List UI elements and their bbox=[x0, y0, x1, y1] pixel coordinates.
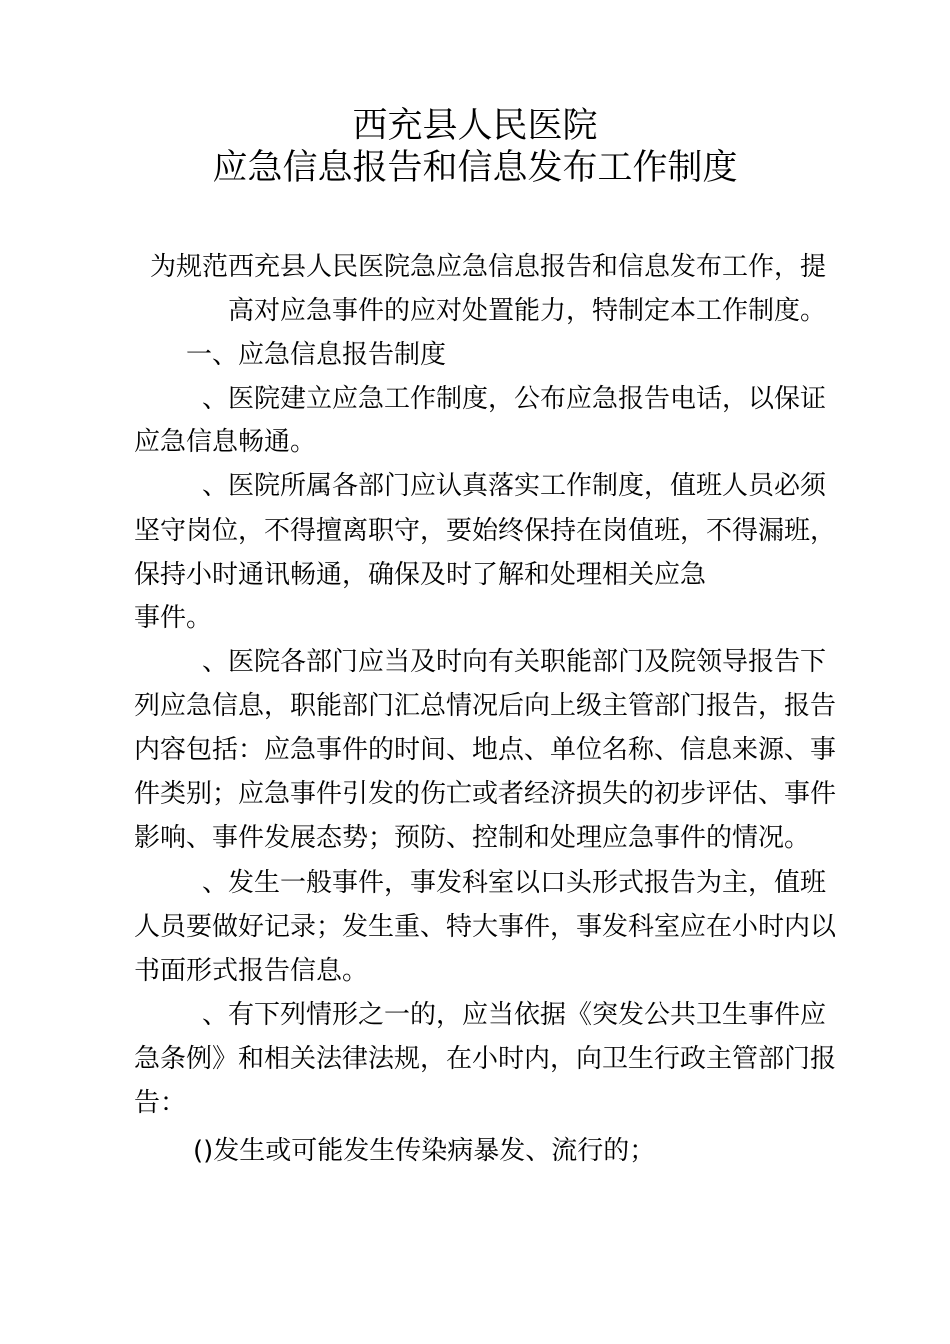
document-title-hospital: 西充县人民医院 bbox=[352, 106, 598, 146]
sub-item-line: ()发生或可能发生传染病暴发、流行的； bbox=[193, 1136, 656, 1166]
section-heading: 一、应急信息报告制度 bbox=[186, 340, 447, 370]
paragraph-line: 影响、事件发展态势；预防、控制和处理应急事件的情况。 bbox=[134, 823, 811, 853]
paragraph-line: 、医院所属各部门应认真落实工作制度，值班人员必须 bbox=[202, 471, 827, 501]
paragraph-line: 保持小时通讯畅通，确保及时了解和处理相关应急 bbox=[134, 560, 707, 590]
paragraph-line: 坚守岗位，不得擅离职守，要始终保持在岗值班，不得漏班， bbox=[134, 516, 837, 546]
paragraph-line: 告： bbox=[134, 1088, 187, 1118]
paragraph-line: 内容包括：应急事件的时间、地点、单位名称、信息来源、事 bbox=[134, 735, 837, 765]
paragraph-line: 、医院各部门应当及时向有关职能部门及院领导报告下 bbox=[202, 647, 827, 677]
intro-line: 为规范西充县人民医院急应急信息报告和信息发布工作，提 bbox=[150, 252, 827, 282]
paragraph-line: 、有下列情形之一的，应当依据《突发公共卫生事件应 bbox=[202, 1000, 827, 1030]
paragraph-line: 、医院建立应急工作制度，公布应急报告电话，以保证 bbox=[202, 384, 827, 414]
paragraph-line: 列应急信息，职能部门汇总情况后向上级主管部门报告，报告 bbox=[134, 691, 837, 721]
paragraph-line: 应急信息畅通。 bbox=[134, 427, 317, 457]
paragraph-line: 急条例》和相关法律法规，在小时内，向卫生行政主管部门报 bbox=[134, 1044, 837, 1074]
intro-line: 高对应急事件的应对处置能力，特制定本工作制度。 bbox=[228, 296, 827, 326]
paragraph-line: 人员要做好记录；发生重、特大事件，事发科室应在小时内以 bbox=[134, 912, 837, 942]
paragraph-line: 、发生一般事件，事发科室以口头形式报告为主，值班 bbox=[202, 868, 827, 898]
paragraph-line: 事件。 bbox=[134, 603, 213, 633]
document-title-regulation: 应急信息报告和信息发布工作制度 bbox=[212, 148, 738, 188]
paragraph-line: 件类别；应急事件引发的伤亡或者经济损失的初步评估、事件 bbox=[134, 779, 837, 809]
paragraph-line: 书面形式报告信息。 bbox=[134, 956, 369, 986]
